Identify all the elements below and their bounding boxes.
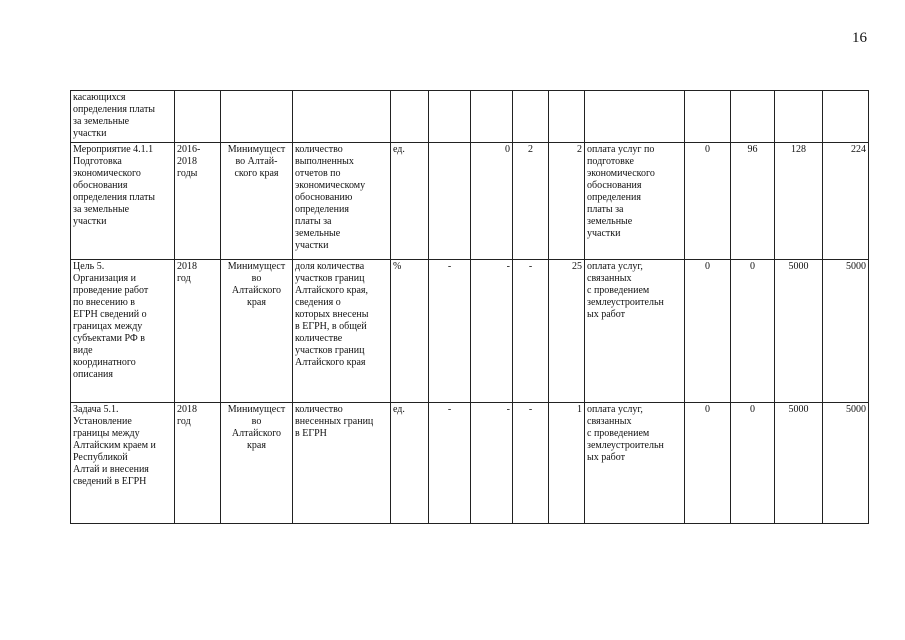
funding-cell: 96 <box>731 143 775 260</box>
period-cell: 2018 год <box>175 403 221 524</box>
value-cell <box>429 91 471 143</box>
indicator-cell: количество выполненных отчетов по экономическому обоснованию определения платы за земельные участки <box>293 143 391 260</box>
name-cell: Задача 5.1. Установление границы между Алтайским краем и Республикой Алтай и внесения сведений в ЕГРН <box>71 403 175 524</box>
funding-cell: 5000 <box>775 260 823 403</box>
funding-cell <box>685 91 731 143</box>
funding-cell: 5000 <box>775 403 823 524</box>
funding-cell: 128 <box>775 143 823 260</box>
executor-cell <box>221 91 293 143</box>
name-cell: Мероприятие 4.1.1 Подготовка экономического обоснования определения платы за земельные участки <box>71 143 175 260</box>
value-cell: 1 <box>549 403 585 524</box>
table-row <box>71 260 869 403</box>
unit-cell: ед. <box>391 143 429 260</box>
value-cell: - <box>429 403 471 524</box>
result-cell <box>585 91 685 143</box>
funding-cell: 0 <box>685 403 731 524</box>
page-number: 16 <box>852 30 867 46</box>
result-cell: оплата услуг по подготовке экономического обоснования определения платы за земельные участки <box>585 143 685 260</box>
value-cell: - <box>513 260 549 403</box>
value-cell <box>429 143 471 260</box>
indicator-cell <box>293 91 391 143</box>
value-cell <box>471 91 513 143</box>
name-cell: касающихся определения платы за земельные участки <box>71 91 175 143</box>
funding-cell: 224 <box>823 143 869 260</box>
funding-cell: 0 <box>685 260 731 403</box>
value-cell <box>513 91 549 143</box>
table-row <box>71 403 869 524</box>
unit-cell: ед. <box>391 403 429 524</box>
result-cell: оплата услуг, связанных с проведением землеустроительн ых работ <box>585 403 685 524</box>
value-cell: 0 <box>471 143 513 260</box>
name-cell: Цель 5. Организация и проведение работ по внесению в ЕГРН сведений о границах между субъектами РФ в виде координатного описания <box>71 260 175 403</box>
funding-cell: 0 <box>731 403 775 524</box>
executor-cell: Минимущест во Алтайского края <box>221 403 293 524</box>
funding-cell <box>731 91 775 143</box>
table-row <box>71 143 869 260</box>
period-cell: 2016- 2018 годы <box>175 143 221 260</box>
funding-cell: 5000 <box>823 403 869 524</box>
value-cell: - <box>429 260 471 403</box>
funding-cell <box>823 91 869 143</box>
executor-cell: Минимущест во Алтайского края <box>221 260 293 403</box>
table-row <box>71 91 869 143</box>
unit-cell <box>391 91 429 143</box>
value-cell: - <box>471 260 513 403</box>
period-cell: 2018 год <box>175 260 221 403</box>
indicator-cell: доля количества участков границ Алтайского края, сведения о которых внесены в ЕГРН, в общей количестве участков границ Алтайского края <box>293 260 391 403</box>
funding-cell: 5000 <box>823 260 869 403</box>
indicator-cell: количество внесенных границ в ЕГРН <box>293 403 391 524</box>
unit-cell: % <box>391 260 429 403</box>
period-cell <box>175 91 221 143</box>
value-cell: 2 <box>513 143 549 260</box>
result-cell: оплата услуг, связанных с проведением землеустроительн ых работ <box>585 260 685 403</box>
value-cell: 2 <box>549 143 585 260</box>
program-table <box>70 90 869 524</box>
value-cell: 25 <box>549 260 585 403</box>
value-cell: - <box>471 403 513 524</box>
funding-cell <box>775 91 823 143</box>
funding-cell: 0 <box>731 260 775 403</box>
executor-cell: Минимущест во Алтай- ского края <box>221 143 293 260</box>
value-cell: - <box>513 403 549 524</box>
value-cell <box>549 91 585 143</box>
funding-cell: 0 <box>685 143 731 260</box>
